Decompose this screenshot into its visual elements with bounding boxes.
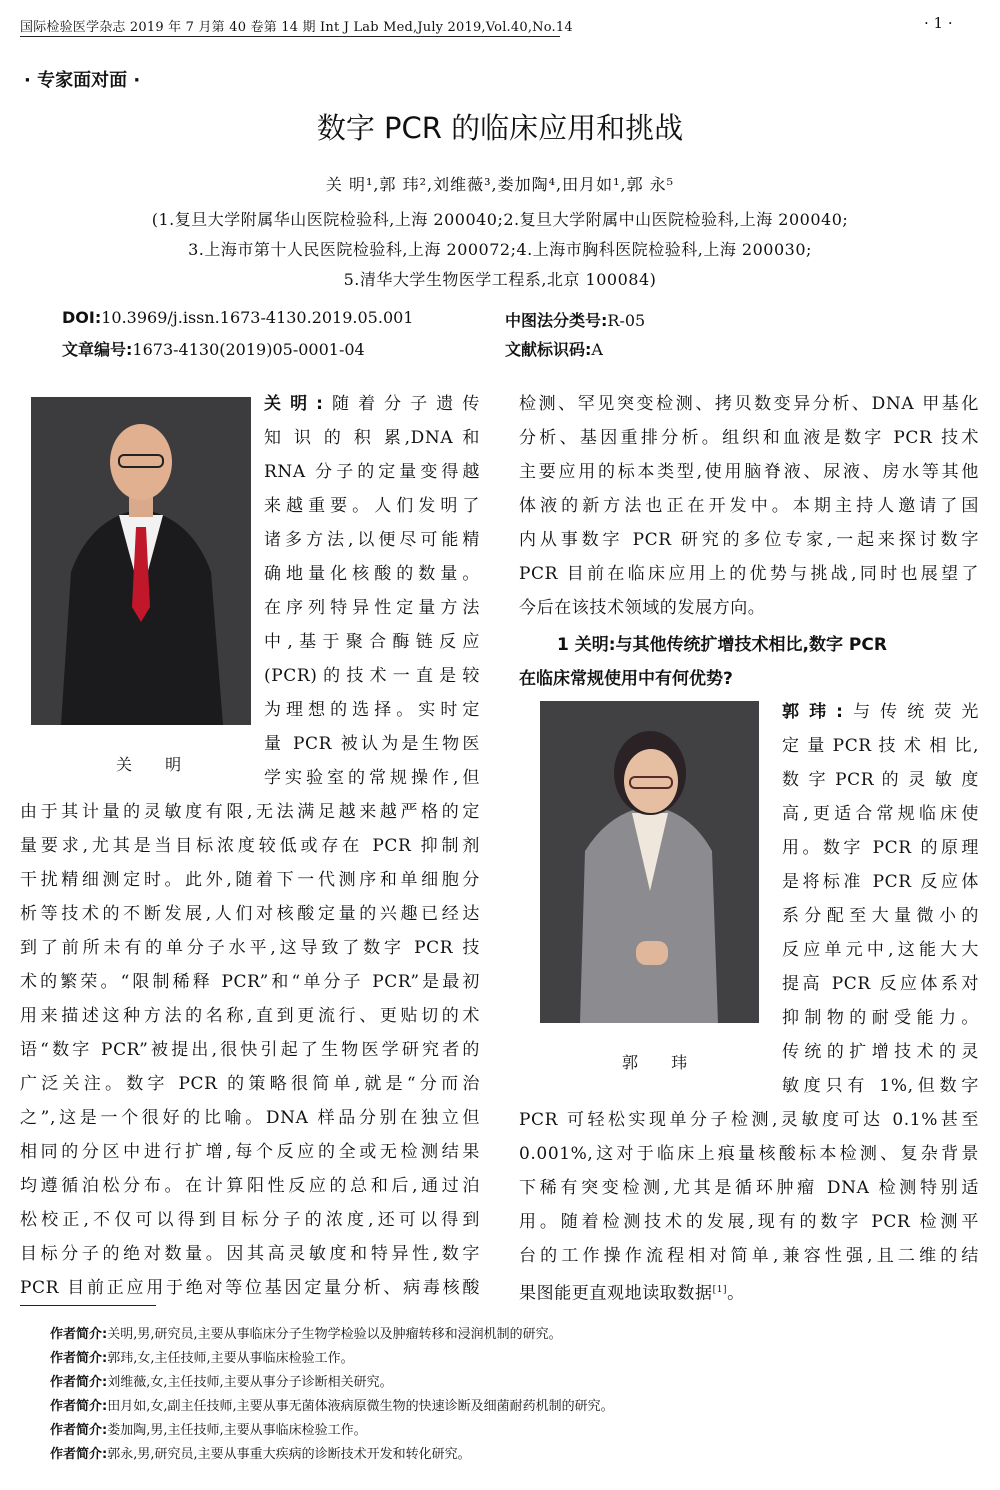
doi-line [62,308,413,327]
body-line: 用。数字 PCR 的原理 [782,838,979,858]
body-line: 在序列特异性定量方法 [264,598,480,618]
author-note [50,1443,471,1462]
body-line: 高,更适合常规临床使 [782,804,979,824]
author-list: 关 明¹,郭 玮²,刘维薇³,娄加陶⁴,田月如¹,郭 永⁵ [325,175,675,194]
body-line: 传统的扩增技术的灵 [782,1042,979,1062]
body-line: 松校正,不仅可以得到目标分子的浓度,还可以得到 [20,1210,480,1230]
affiliation-line: 5.清华大学生物医学工程系,北京 100084) [343,270,657,289]
body-line: 系分配至大量微小的 [782,906,979,926]
note-label: 作者简介: [50,1351,108,1366]
body-line: PCR 可轻松实现单分子检测,灵敏度可达 0.1%甚至 [519,1110,979,1130]
body-line: (PCR)的技术一直是较 [264,666,480,686]
body-line: 干扰精细测定时。此外,随着下一代测序和单细胞分 [20,870,480,890]
note-label: 作者简介: [50,1375,108,1390]
body-line: 到了前所未有的单分子水平,这导致了数字 PCR 技 [20,938,480,958]
speaker-label: 关明: [264,394,324,414]
body-line: 内从事数字 PCR 研究的多位专家,一起来探讨数字 [519,530,979,550]
question-heading-cont: 在临床常规使用中有何优势? [519,669,733,689]
note-label: 作者简介: [50,1423,108,1438]
body-line: 抑制物的耐受能力。 [782,1008,979,1028]
body-line: 相同的分区中进行扩增,每个反应的全或无检测结果 [20,1142,480,1162]
body-line [782,700,979,724]
doc-code-line [505,337,603,360]
article-title: 数字 PCR 的临床应用和挑战 [316,111,684,145]
body-line: 之”,这是一个很好的比喻。DNA 样品分别在独立但 [20,1108,480,1128]
body-line [264,392,480,416]
body-line: 语“数字 PCR”被提出,很快引起了生物医学研究者的 [20,1040,480,1060]
article-number-value: 1673-4130(2019)05-0001-04 [132,340,365,359]
question-heading: 1 关明:与其他传统扩增技术相比,数字 PCR [557,635,887,655]
body-line: PCR 目前正应用于绝对等位基因定量分析、病毒核酸 [20,1278,480,1298]
affiliation-line: 3.上海市第十人民医院检验科,上海 200072;4.上海市胸科医院检验科,上海 200030; [188,240,812,259]
body-line: RNA 分子的定量变得越 [264,462,480,482]
author-note [50,1347,354,1366]
author-note [50,1323,562,1342]
running-head: 国际检验医学杂志 2019 年 7 月第 40 卷第 14 期 Int J Lab Med,July 2019,Vol.40,No.14 [20,20,573,35]
body-line: 术的繁荣。“限制稀释 PCR”和“单分子 PCR”是最初 [20,972,480,992]
body-line: 主要应用的标本类型,使用脑脊液、尿液、房水等其他 [519,462,979,482]
author-note [50,1419,367,1438]
body-line: 体液的新方法也正在开发中。本期主持人邀请了国 [519,496,979,516]
footnote-rule [20,1305,156,1306]
body-line: 数 字 PCR 的 灵 敏 度 [782,770,979,790]
author-note [50,1371,393,1390]
line-end: 。 [727,1283,745,1304]
note-label: 作者简介: [50,1447,108,1462]
page-number: · 1 · [924,14,953,32]
body-line: 广泛关注。数字 PCR 的策略很简单,就是“分而治 [20,1074,480,1094]
note-text: 刘维薇,女,主任技师,主要从事分子诊断相关研究。 [107,1375,393,1390]
speaker-label: 郭玮: [782,702,844,722]
clc-label: 中图法分类号: [505,311,608,330]
article-number-label: 文章编号: [62,340,133,359]
author-note [50,1395,614,1414]
body-line [519,1278,745,1306]
column-tag: · 专家面对面 · [24,70,141,91]
affiliation-line: (1.复旦大学附属华山医院检验科,上海 200040;2.复旦大学附属中山医院检验科,上海 200040; [151,210,849,229]
doi-label: DOI: [62,308,102,327]
body-line: 分析、基因重排分析。组织和血液是数字 PCR 技术 [519,428,979,448]
note-text: 郭玮,女,主任技师,主要从事临床检验工作。 [107,1351,354,1366]
caption-guo-wei: 郭 玮 [622,1053,702,1072]
doc-code-label: 文献标识码: [505,340,592,359]
body-line: PCR 目前在临床应用上的优势与挑战,同时也展望了 [519,564,979,584]
clc-value: R-05 [607,311,646,330]
body-line: 中,基于聚合酶链反应 [264,632,480,652]
line-text: 果图能更直观地读取数据 [519,1283,713,1304]
body-line: 诸多方法,以便尽可能精 [264,530,480,550]
article-number-line [62,337,365,360]
body-line: 量 PCR 被认为是生物医 [264,734,480,754]
body-line: 为理想的选择。实时定 [264,700,480,720]
body-line: 定 量 PCR 技 术 相 比, [782,736,979,756]
note-text: 田月如,女,副主任技师,主要从事无菌体液病原微生物的快速诊断及细菌耐药机制的研究。 [107,1399,614,1414]
header-rule [20,36,560,37]
body-line: 是将标准 PCR 反应体 [782,872,979,892]
body-line: 0.001%,这对于临床上痕量核酸标本检测、复杂背景 [519,1144,979,1164]
doi-value: 10.3969/j.issn.1673-4130.2019.05.001 [101,308,414,327]
note-label: 作者简介: [50,1399,108,1414]
body-line: 确地量化核酸的数量。 [264,564,480,584]
body-line: 析等技术的不断发展,人们对核酸定量的兴趣已经达 [20,904,480,924]
portrait-guan-ming [31,397,251,725]
citation-ref[interactable]: [1] [712,1285,728,1295]
body-line: 台的工作操作流程相对简单,兼容性强,且二维的结 [519,1246,979,1266]
body-line: 反应单元中,这能大大 [782,940,979,960]
body-line: 来越重要。人们发明了 [264,496,480,516]
note-text: 关明,男,研究员,主要从事临床分子生物学检验以及肿瘤转移和浸润机制的研究。 [107,1327,562,1342]
line-text: 随着分子遗传 [323,394,480,414]
body-line: 学实验室的常规操作,但 [264,768,480,788]
note-label: 作者简介: [50,1327,108,1342]
body-line: 用来描述这种方法的名称,直到更流行、更贴切的术 [20,1006,480,1026]
portrait-guo-wei [540,701,759,1023]
body-line: 知 识 的 积 累,DNA 和 [264,428,480,448]
clc-line [505,308,645,331]
body-line: 检测、罕见突变检测、拷贝数变异分析、DNA 甲基化 [519,394,979,414]
body-line: 用。随着检测技术的发展,现有的数字 PCR 检测平 [519,1212,979,1232]
body-line: 由于其计量的灵敏度有限,无法满足越来越严格的定 [20,802,480,822]
body-line: 今后在该技术领域的发展方向。 [519,598,766,618]
body-line: 下稀有突变检测,尤其是循环肿瘤 DNA 检测特别适 [519,1178,979,1198]
line-text: 与传统荧光 [843,702,979,722]
note-text: 郭永,男,研究员,主要从事重大疾病的诊断技术开发和转化研究。 [107,1447,471,1462]
doc-code-value: A [591,340,603,359]
note-text: 娄加陶,男,主任技师,主要从事临床检验工作。 [107,1423,367,1438]
body-line: 均遵循泊松分布。在计算阳性反应的总和后,通过泊 [20,1176,480,1196]
body-line: 量要求,尤其是当目标浓度较低或存在 PCR 抑制剂 [20,836,480,856]
body-line: 目标分子的绝对数量。因其高灵敏度和特异性,数字 [20,1244,480,1264]
body-line: 敏度只有 1%,但数字 [782,1076,979,1096]
caption-guan-ming: 关 明 [116,755,196,774]
body-line: 提高 PCR 反应体系对 [782,974,979,994]
